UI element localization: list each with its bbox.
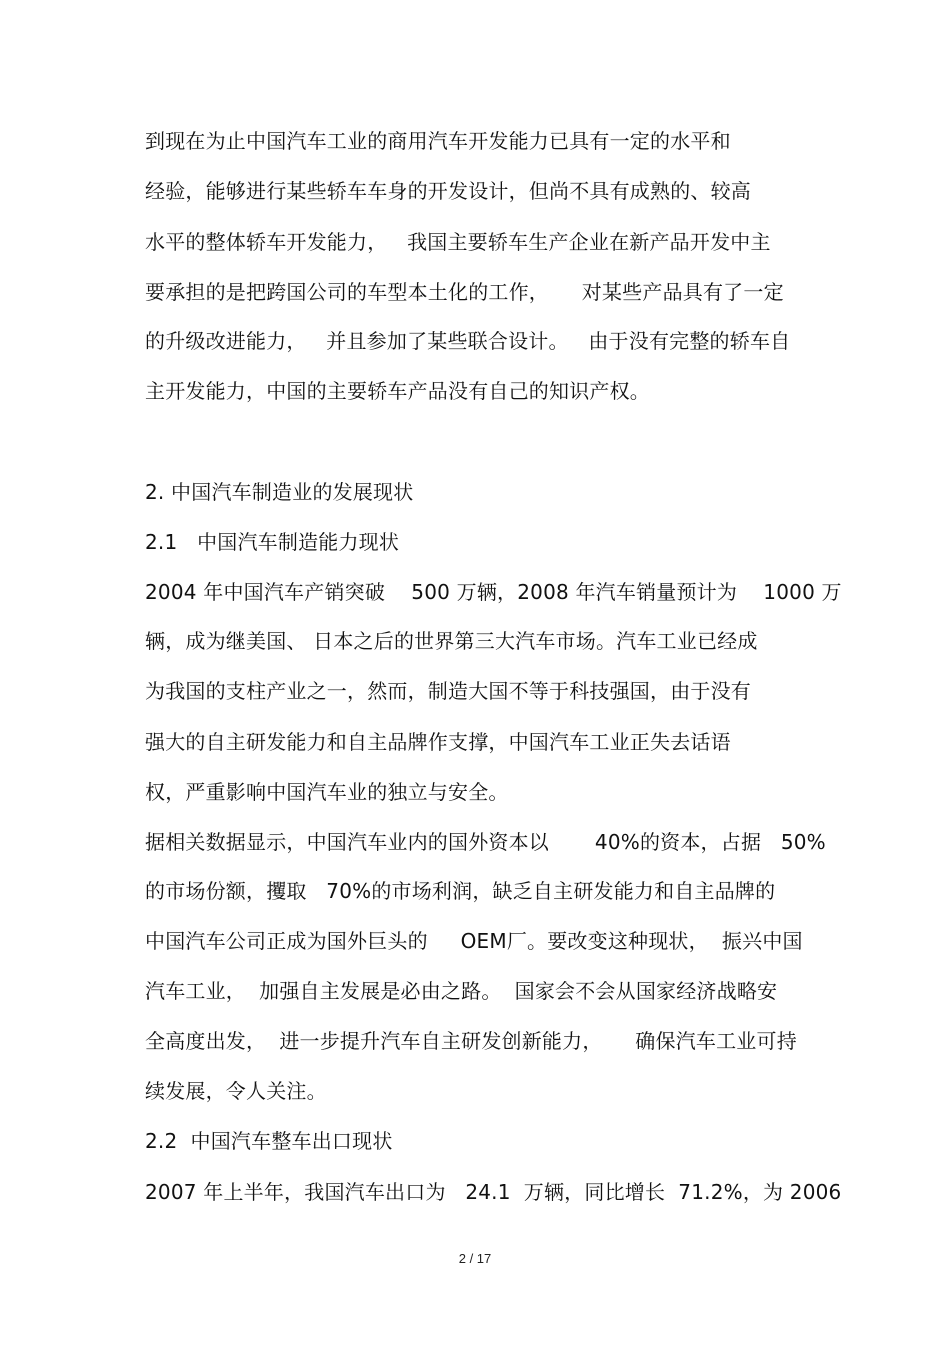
paragraph-line: 权，严重影响中国汽车业的独立与安全。	[145, 780, 509, 804]
paragraph-line: 为我国的支柱产业之一，然而，制造大国不等于科技强国，由于没有	[145, 679, 751, 703]
paragraph-line: 汽车工业， 加强自主发展是必由之路。 国家会不会从国家经济战略安	[145, 979, 778, 1003]
paragraph-line: 全高度出发， 进一步提升汽车自主研发创新能力， 确保汽车工业可持	[145, 1029, 797, 1053]
paragraph-line: 2007 年上半年，我国汽车出口为 24.1 万辆，同比增长 71.2%，为 2006	[145, 1180, 842, 1204]
paragraph-line: 水平的整体轿车开发能力， 我国主要轿车生产企业在新产品开发中主	[145, 230, 771, 254]
paragraph-line: 的市场份额，攫取 70%的市场利润，缺乏自主研发能力和自主品牌的	[145, 879, 776, 903]
subsection-heading: 2.1 中国汽车制造能力现状	[145, 530, 400, 554]
paragraph-line: 要承担的是把跨国公司的车型本土化的工作， 对某些产品具有了一定	[145, 280, 784, 304]
paragraph-line: 中国汽车公司正成为国外巨头的 OEM厂。要改变这种现状， 振兴中国	[145, 929, 803, 953]
paragraph-line: 2004 年中国汽车产销突破 500 万辆，2008 年汽车销量预计为 1000 万	[145, 580, 842, 604]
paragraph-line: 到现在为止中国汽车工业的商用汽车开发能力已具有一定的水平和	[145, 129, 731, 153]
paragraph-line: 辆，成为继美国、 日本之后的世界第三大汽车市场。汽车工业已经成	[145, 629, 758, 653]
page-number: 2 / 17	[458, 1251, 492, 1266]
subsection-heading: 2.2 中国汽车整车出口现状	[145, 1129, 393, 1153]
paragraph-line: 续发展，令人关注。	[145, 1079, 327, 1103]
paragraph-line: 据相关数据显示，中国汽车业内的国外资本以 40%的资本，占据 50%	[145, 830, 826, 854]
paragraph-line: 主开发能力，中国的主要轿车产品没有自己的知识产权。	[145, 379, 650, 403]
paragraph-line: 经验，能够进行某些轿车车身的开发设计，但尚不具有成熟的、较高	[145, 179, 751, 203]
section-heading: 2. 中国汽车制造业的发展现状	[145, 480, 414, 504]
paragraph-line: 的升级改进能力， 并且参加了某些联合设计。 由于没有完整的轿车自	[145, 329, 791, 353]
paragraph-line: 强大的自主研发能力和自主品牌作支撑，中国汽车工业正失去话语	[145, 730, 731, 754]
